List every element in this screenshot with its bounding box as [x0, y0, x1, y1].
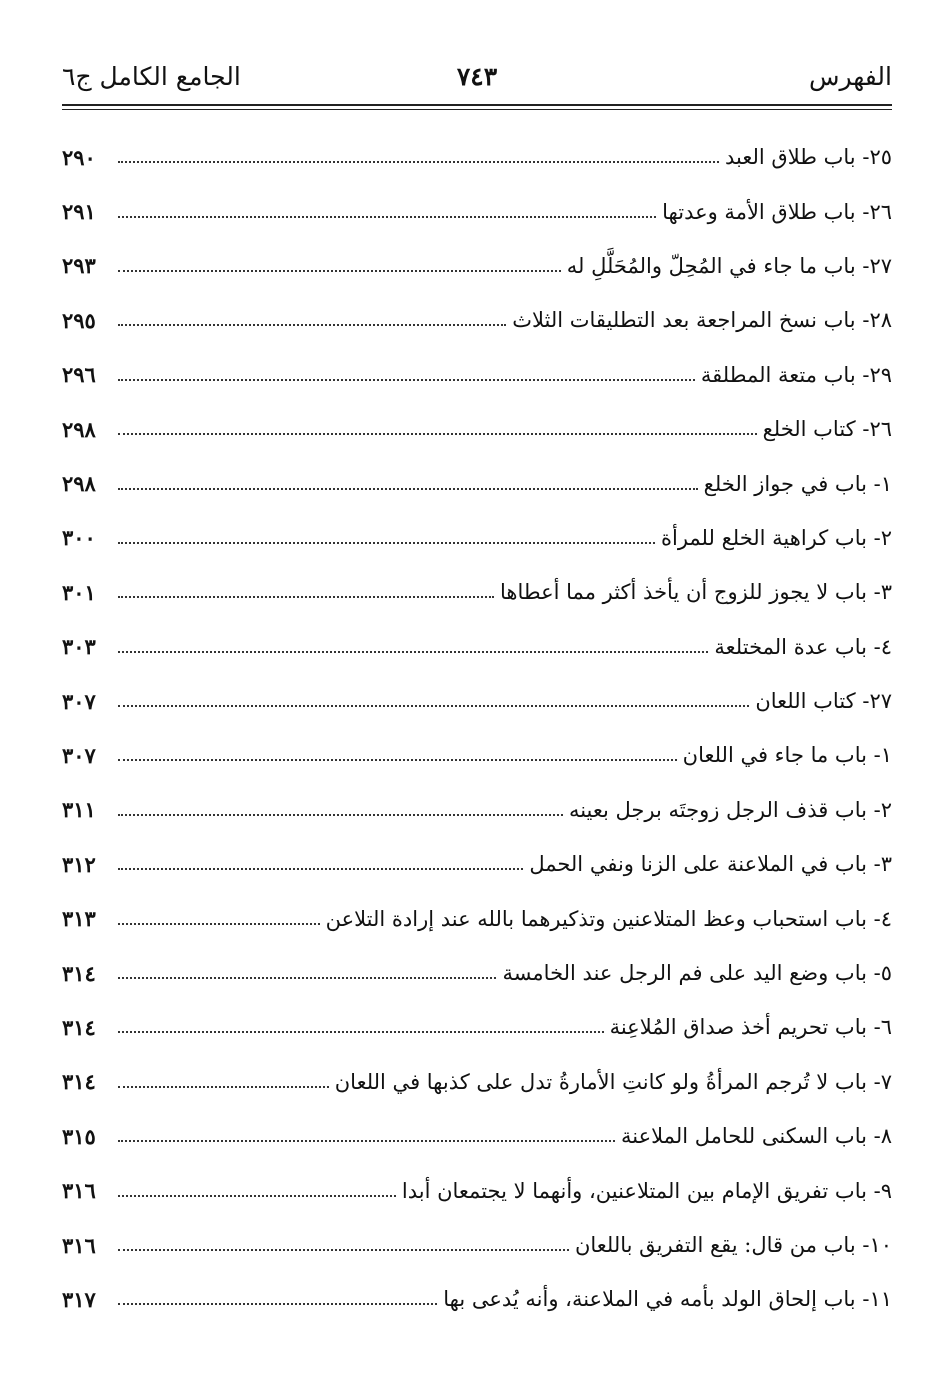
dot-leader: [118, 705, 749, 707]
dot-leader: [118, 814, 563, 816]
dot-leader: [118, 868, 523, 870]
dot-leader: [118, 596, 494, 598]
toc-entry: [62, 728, 892, 782]
toc-entry-page: ٣١٥: [62, 1123, 96, 1149]
toc-entry-page: ٢٩٨: [62, 416, 96, 442]
toc-entry: [62, 620, 892, 674]
toc-entry-page: ٣١٤: [62, 960, 96, 986]
toc-entry: [62, 348, 892, 402]
dot-leader: [118, 1031, 604, 1033]
toc-entry-title: ٢٥- باب طلاق العبد: [725, 145, 892, 170]
toc-entry: [62, 946, 892, 1000]
dot-leader: [118, 379, 695, 381]
toc-entry-title: ٢٩- باب متعة المطلقة: [700, 362, 892, 387]
toc-entry-page: ٣٠٣: [62, 634, 96, 660]
toc-entry-title: ٧- باب لا تُرجم المرأةُ ولو كانتِ الأمارةُ تدل على كذبها في اللعان: [334, 1069, 892, 1094]
toc-entry: [62, 1272, 892, 1326]
toc-entry-title: ٣- باب لا يجوز للزوج أن يأخذ أكثر مما أعطاها: [500, 580, 892, 605]
toc-entry-title: ٢- باب كراهية الخلع للمرأة: [660, 525, 892, 550]
toc-entry-title: ٤- باب عدة المختلعة: [714, 634, 892, 659]
toc-entry: [62, 565, 892, 619]
header-rule-thick: [62, 104, 892, 106]
dot-leader: [118, 759, 677, 761]
toc-entry-title: ٤- باب استحباب وعظ المتلاعنين وتذكيرهما بالله عند إرادة التلاعن: [325, 906, 892, 931]
toc-entry-title: ٥- باب وضع اليد على فم الرجل عند الخامسة: [502, 961, 892, 986]
toc-entry-title: ٦- باب تحريم أخذ صداق المُلاعِنة: [609, 1015, 892, 1040]
toc-entry-page: ٢٩٣: [62, 253, 96, 279]
toc-entry-title: ٢٦- كتاب الخلع: [762, 417, 892, 442]
toc-entry-title: ٢٨- باب نسخ المراجعة بعد التطليقات الثلاث: [512, 308, 892, 333]
toc-entry: [62, 1163, 892, 1217]
dot-leader: [118, 216, 656, 218]
toc-entry-page: ٣١٧: [62, 1286, 96, 1312]
toc-entry-page: ٣١٤: [62, 1014, 96, 1040]
header-rule-thin: [62, 109, 892, 110]
toc-entry: [62, 783, 892, 837]
toc-entry-page: ٣١٣: [62, 906, 96, 932]
dot-leader: [118, 1195, 396, 1197]
toc-entry: [62, 1109, 892, 1163]
dot-leader: [118, 270, 561, 272]
section-title: الفهرس: [808, 62, 892, 91]
toc-entry-page: ٣٠٧: [62, 742, 96, 768]
toc-entry-title: ٨- باب السكنى للحامل الملاعنة: [621, 1124, 892, 1149]
toc-entry: [62, 239, 892, 293]
dot-leader: [118, 433, 757, 435]
toc-entry: [62, 293, 892, 347]
dot-leader: [118, 324, 506, 326]
toc-entry-page: ٣١١: [62, 797, 96, 823]
toc-entry-title: ١- باب في جواز الخلع: [703, 471, 892, 496]
dot-leader: [118, 542, 655, 544]
dot-leader: [118, 1140, 615, 1142]
toc-entry: [62, 1218, 892, 1272]
page-number: ٧٤٣: [456, 62, 498, 91]
toc-entry: [62, 1055, 892, 1109]
dot-leader: [118, 1303, 437, 1305]
toc-entry: [62, 674, 892, 728]
toc-entry: [62, 1000, 892, 1054]
toc-entry-page: ٢٩٥: [62, 307, 96, 333]
toc-entry-title: ٢٧- باب ما جاء في المُحِلّ والمُحَلَّلِ له: [566, 253, 892, 278]
toc-entry: [62, 130, 892, 184]
toc-entry-title: ١- باب ما جاء في اللعان: [682, 743, 892, 768]
toc-entry-title: ٢٧- كتاب اللعان: [755, 689, 892, 714]
toc-entry-title: ٩- باب تفريق الإمام بين المتلاعنين، وأنهما لا يجتمعان أبدا: [401, 1178, 892, 1203]
dot-leader: [118, 977, 496, 979]
toc-entry: [62, 184, 892, 238]
toc-entry-page: ٣١٤: [62, 1069, 96, 1095]
toc-entry-page: ٢٩٨: [62, 471, 96, 497]
toc-entry-title: ٢- باب قذف الرجل زوجتَه برجل بعينه: [568, 797, 892, 822]
toc-entry-page: ٢٩١: [62, 199, 96, 225]
toc-entry: [62, 511, 892, 565]
dot-leader: [118, 488, 698, 490]
dot-leader: [118, 923, 320, 925]
table-of-contents: [62, 130, 892, 1327]
toc-entry-page: ٣٠٠: [62, 525, 96, 551]
toc-entry: [62, 456, 892, 510]
dot-leader: [118, 651, 708, 653]
toc-entry-page: ٢٩٠: [62, 144, 96, 170]
dot-leader: [118, 1086, 329, 1088]
toc-entry: [62, 837, 892, 891]
book-title: الجامع الكامل ج٦: [62, 62, 241, 91]
toc-entry-title: ١١- باب إلحاق الولد بأمه في الملاعنة، وأنه يُدعى بها: [443, 1287, 892, 1312]
page-header: [62, 56, 892, 100]
dot-leader: [118, 161, 719, 163]
dot-leader: [118, 1249, 569, 1251]
toc-entry-page: ٣١٦: [62, 1232, 96, 1258]
toc-entry: [62, 402, 892, 456]
toc-entry-page: ٢٩٦: [62, 362, 96, 388]
toc-entry-page: ٣٠٧: [62, 688, 96, 714]
toc-entry-title: ٣- باب في الملاعنة على الزنا ونفي الحمل: [529, 852, 892, 877]
toc-entry-page: ٣١٢: [62, 851, 96, 877]
toc-entry-title: ٢٦- باب طلاق الأمة وعدتها: [662, 199, 892, 224]
toc-entry-page: ٣١٦: [62, 1178, 96, 1204]
toc-entry-page: ٣٠١: [62, 579, 96, 605]
toc-entry: [62, 891, 892, 945]
toc-entry-title: ١٠- باب من قال: يقع التفريق باللعان: [574, 1233, 892, 1257]
